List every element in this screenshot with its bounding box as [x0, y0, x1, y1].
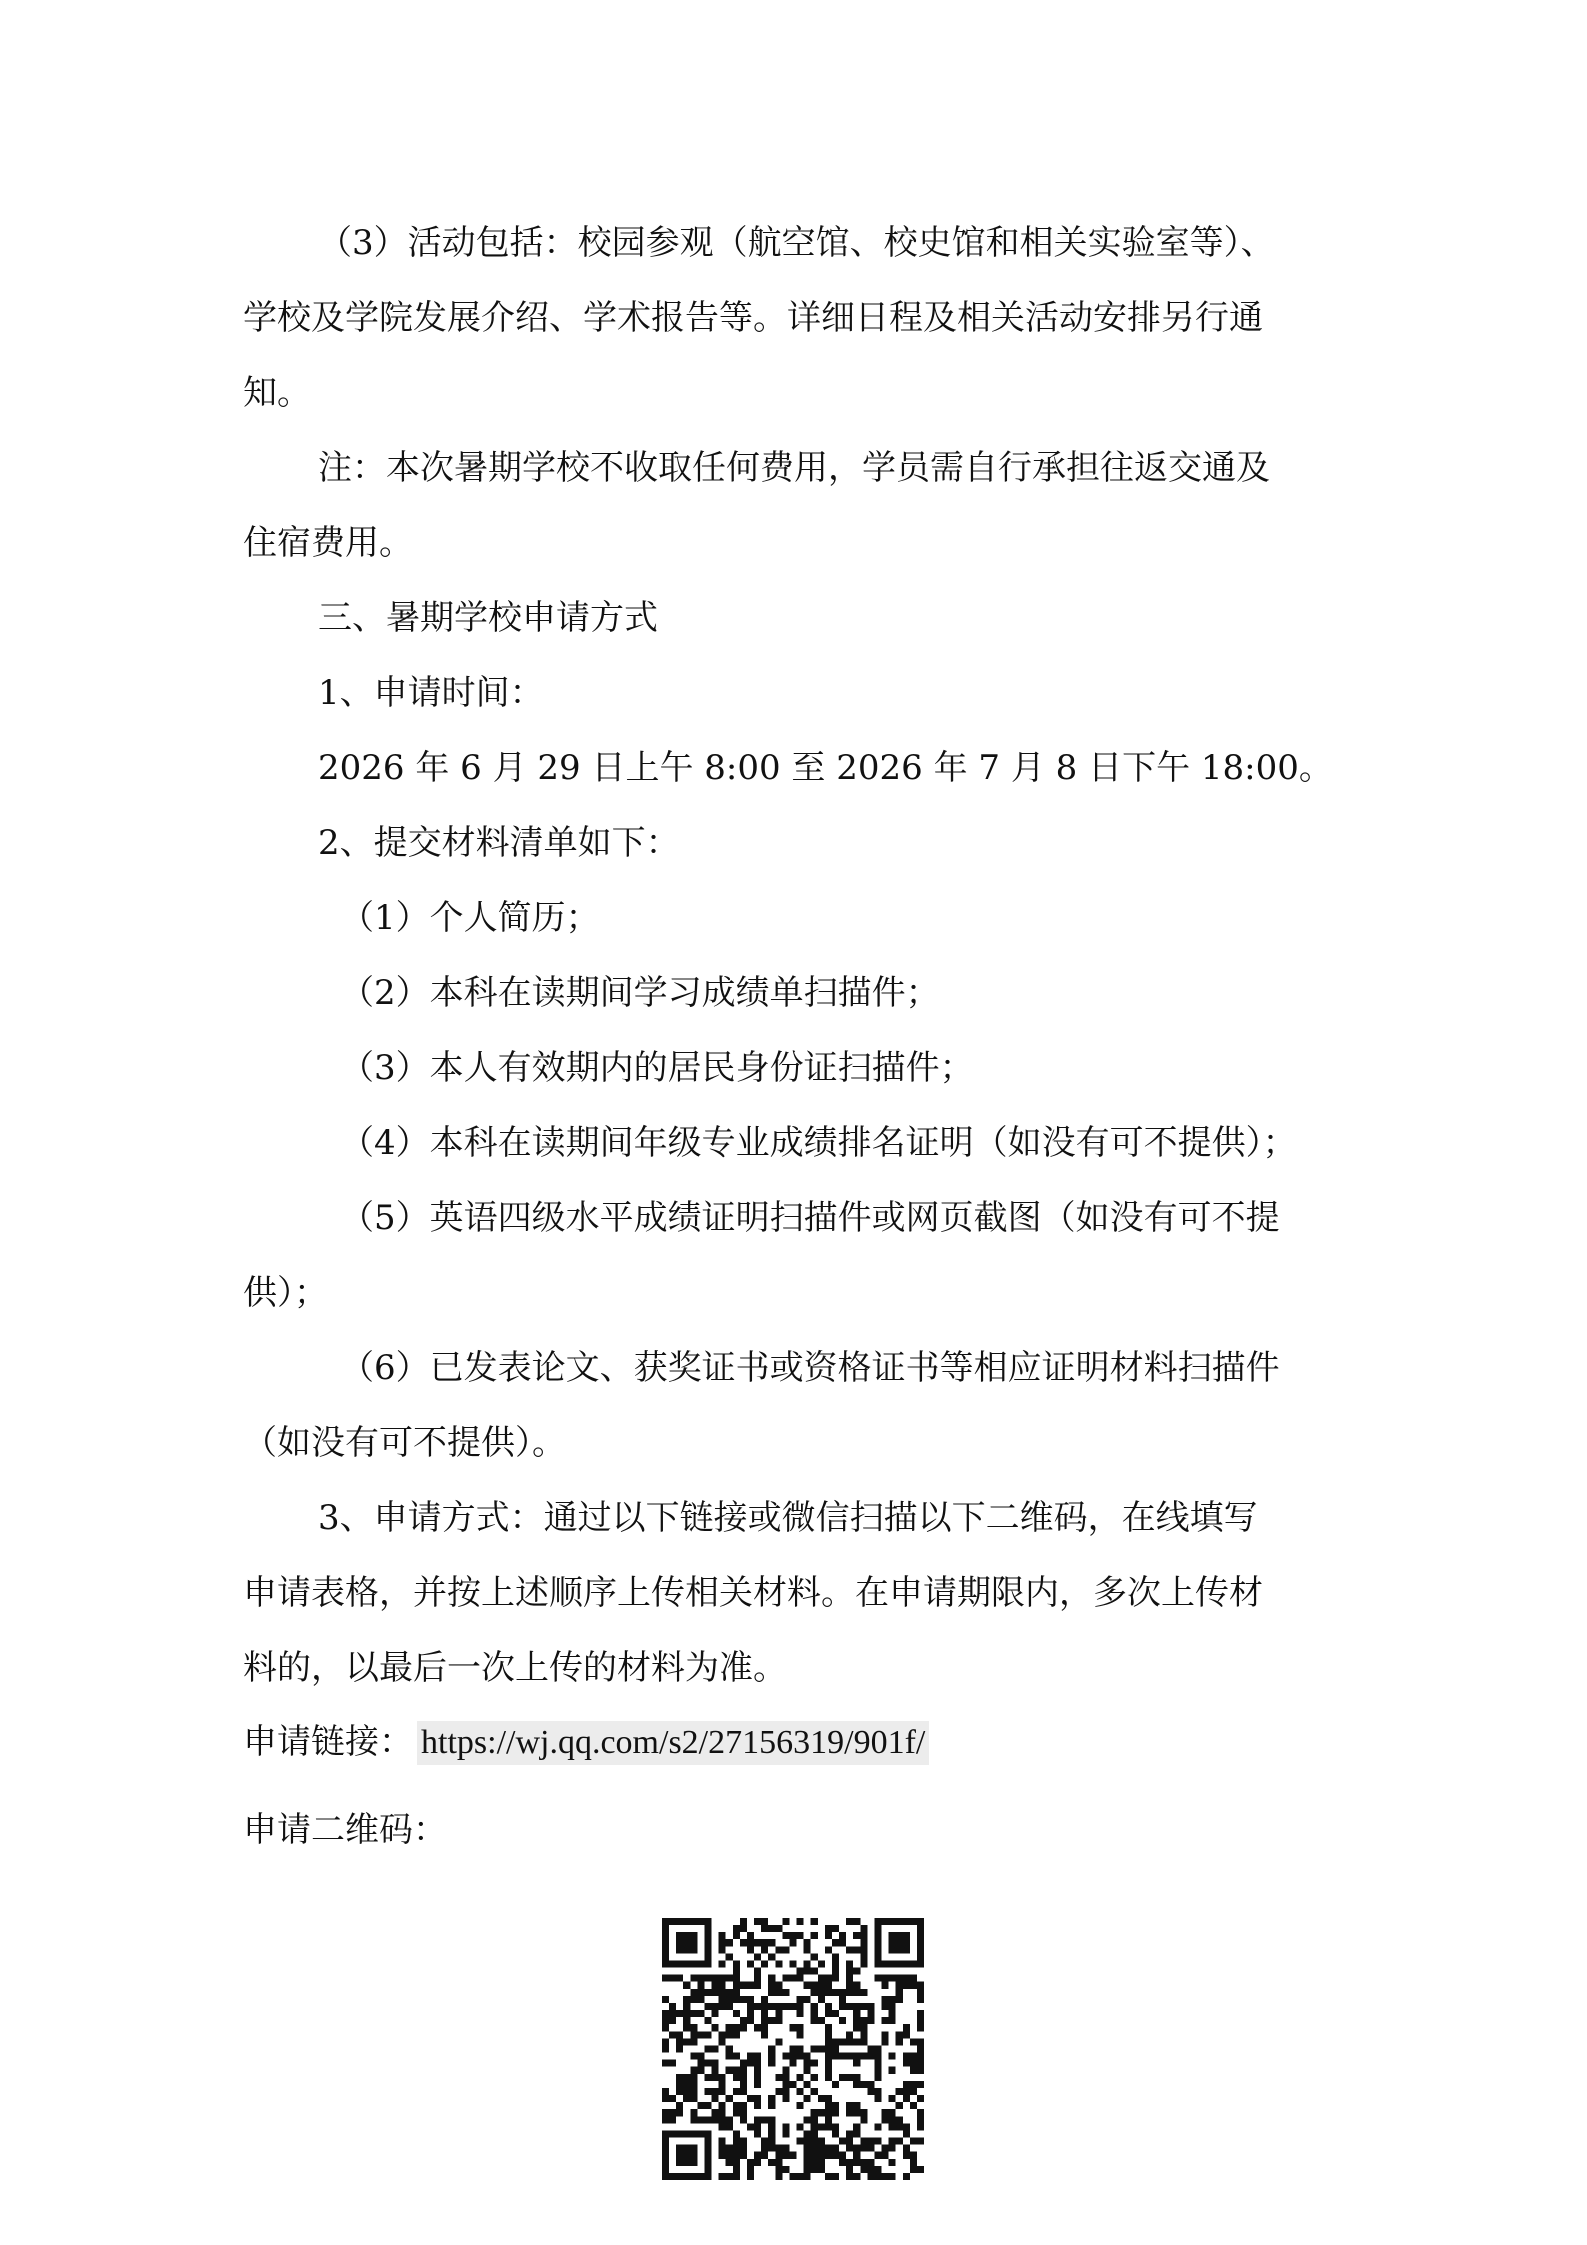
method-line-2: 申请表格，并按上述顺序上传相关材料。在申请期限内，多次上传材 — [243, 1573, 1263, 1613]
activities-line-3: 知。 — [243, 373, 311, 413]
activities-line-2: 学校及学院发展介绍、学术报告等。详细日程及相关活动安排另行通 — [243, 298, 1263, 338]
application-link-label: 申请链接： — [243, 1722, 413, 1762]
material-item-6-line-2: （如没有可不提供）。 — [243, 1423, 566, 1463]
qr-code-graphic — [662, 1918, 924, 2180]
qr-code-label: 申请二维码： — [243, 1810, 447, 1850]
material-item-3: （3）本人有效期内的居民身份证扫描件； — [340, 1048, 974, 1088]
application-link[interactable]: https://wj.qq.com/s2/27156319/901f/ — [417, 1721, 929, 1765]
note-line-1: 注：本次暑期学校不收取任何费用，学员需自行承担往返交通及 — [318, 448, 1270, 488]
material-item-5-line-2: 供）； — [243, 1273, 328, 1313]
material-item-6-line-1: （6）已发表论文、获奖证书或资格证书等相应证明材料扫描件 — [340, 1348, 1280, 1388]
application-link-row — [243, 1720, 929, 1765]
material-item-1: （1）个人简历； — [340, 898, 600, 938]
material-item-2: （2）本科在读期间学习成绩单扫描件； — [340, 973, 940, 1013]
apply-time-heading: 1、申请时间： — [318, 673, 544, 713]
material-item-5-line-1: （5）英语四级水平成绩证明扫描件或网页截图（如没有可不提 — [340, 1198, 1280, 1238]
method-line-3: 料的，以最后一次上传的材料为准。 — [243, 1648, 787, 1688]
materials-heading: 2、提交材料清单如下： — [318, 823, 680, 863]
section-3-heading: 三、暑期学校申请方式 — [318, 598, 658, 638]
material-item-4: （4）本科在读期间年级专业成绩排名证明（如没有可不提供）； — [340, 1123, 1297, 1163]
apply-time-value: 2026 年 6 月 29 日上午 8:00 至 2026 年 7 月 8 日下午 18:00。 — [318, 748, 1333, 788]
method-line-1: 3、申请方式：通过以下链接或微信扫描以下二维码，在线填写 — [318, 1498, 1258, 1538]
qr-code-icon[interactable] — [662, 1918, 924, 2180]
note-line-2: 住宿费用。 — [243, 523, 413, 563]
activities-line-1: （3）活动包括：校园参观（航空馆、校史馆和相关实验室等）、 — [318, 223, 1275, 263]
